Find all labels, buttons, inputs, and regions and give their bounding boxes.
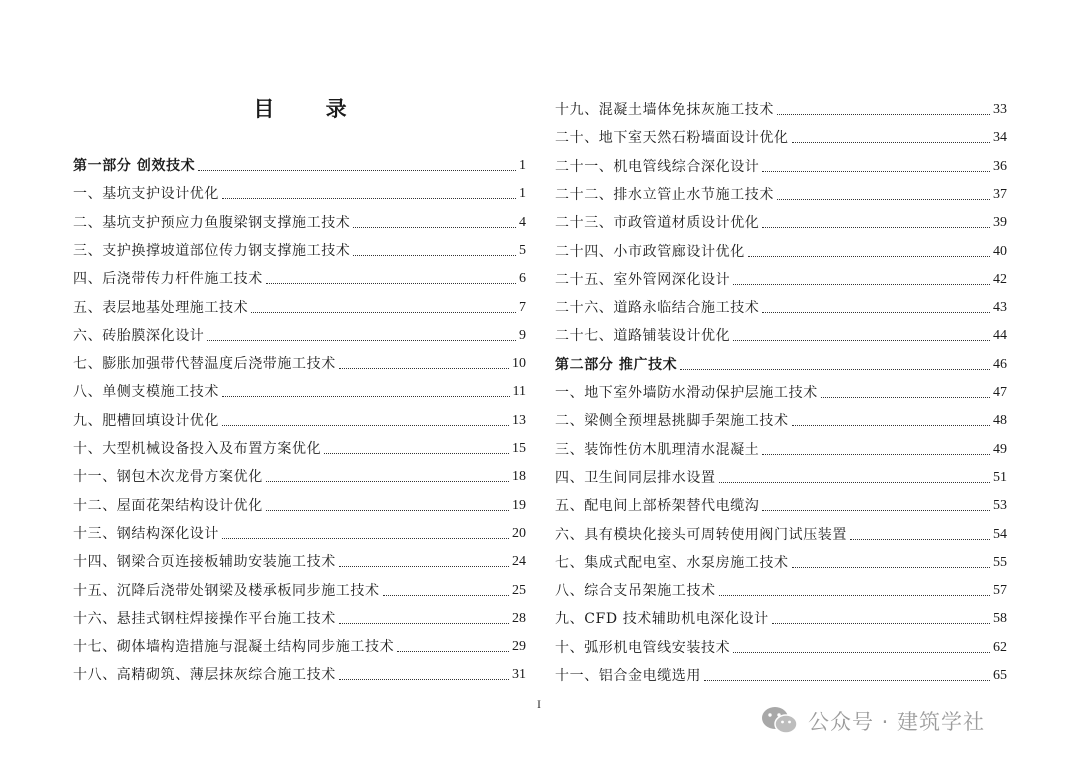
toc-entry-label: 十、弧形机电管线安装技术 bbox=[555, 639, 731, 656]
toc-entry[interactable] bbox=[555, 578, 1007, 600]
toc-entry-label: 十八、高精砌筑、薄层抹灰综合施工技术 bbox=[73, 667, 336, 684]
toc-entry-label: 第二部分 推广技术 bbox=[555, 356, 678, 373]
toc-entry[interactable] bbox=[73, 238, 526, 260]
toc-section-heading[interactable] bbox=[555, 352, 1007, 374]
toc-entry-label: 十三、钢结构深化设计 bbox=[73, 525, 219, 542]
toc-entry-page: 25 bbox=[512, 582, 526, 598]
toc-entry-label: 二十一、机电管线综合深化设计 bbox=[555, 158, 760, 175]
toc-entry-page: 57 bbox=[993, 583, 1007, 599]
toc-entry-label: 三、支护换撑坡道部位传力钢支撑施工技术 bbox=[73, 242, 351, 259]
toc-entry-label: 三、装饰性仿木肌理清水混凝土 bbox=[555, 441, 760, 458]
toc-entry[interactable] bbox=[555, 606, 1007, 628]
toc-entry-label: 十一、铝合金电缆选用 bbox=[555, 668, 701, 684]
toc-entry[interactable] bbox=[555, 239, 1007, 261]
toc-entry-label: 五、表层地基处理施工技术 bbox=[73, 299, 249, 316]
dot-leader bbox=[719, 595, 990, 596]
toc-entry-page: 33 bbox=[993, 102, 1007, 117]
toc-entry-page: 6 bbox=[519, 271, 526, 287]
wechat-icon bbox=[760, 705, 800, 737]
toc-entry-page: 62 bbox=[993, 639, 1007, 655]
toc-entry-page: 1 bbox=[519, 158, 526, 173]
toc-entry-page: 42 bbox=[993, 271, 1007, 287]
toc-entry[interactable] bbox=[73, 295, 526, 317]
toc-entry[interactable] bbox=[73, 606, 526, 628]
dot-leader bbox=[397, 651, 509, 652]
toc-entry[interactable] bbox=[555, 522, 1007, 544]
toc-entry-page: 9 bbox=[519, 327, 526, 343]
toc-entry[interactable] bbox=[73, 210, 526, 232]
toc-entry[interactable] bbox=[73, 549, 526, 571]
toc-entry-page: 7 bbox=[519, 299, 526, 315]
dot-leader bbox=[733, 340, 990, 341]
toc-entry[interactable] bbox=[555, 380, 1007, 402]
toc-entry-page: 24 bbox=[512, 554, 526, 570]
dot-leader bbox=[777, 114, 990, 115]
toc-entry-page: 29 bbox=[512, 639, 526, 655]
dot-leader bbox=[339, 368, 509, 369]
dot-leader bbox=[792, 567, 990, 568]
toc-entry-page: 15 bbox=[512, 441, 526, 456]
toc-entry[interactable] bbox=[73, 634, 526, 656]
toc-entry-page: 34 bbox=[993, 130, 1007, 146]
toc-entry[interactable] bbox=[555, 182, 1007, 204]
toc-entry-page: 13 bbox=[512, 412, 526, 428]
dot-leader bbox=[748, 256, 990, 257]
toc-entry[interactable] bbox=[73, 493, 526, 515]
toc-entry-page: 43 bbox=[993, 300, 1007, 316]
dot-leader bbox=[266, 510, 509, 511]
toc-entry-label: 七、膨胀加强带代替温度后浇带施工技术 bbox=[73, 356, 336, 373]
toc-entry[interactable] bbox=[73, 379, 526, 401]
toc-entry-label: 十二、屋面花架结构设计优化 bbox=[73, 497, 263, 514]
toc-entry-page: 5 bbox=[519, 242, 526, 258]
toc-entry-label: 一、基坑支护设计优化 bbox=[73, 186, 219, 203]
dot-leader bbox=[339, 679, 509, 680]
dot-leader bbox=[339, 566, 509, 567]
toc-entry-label: 四、卫生间同层排水设置 bbox=[555, 469, 716, 486]
dot-leader bbox=[792, 425, 990, 426]
dot-leader bbox=[222, 425, 509, 426]
dot-leader bbox=[762, 454, 990, 455]
toc-entry[interactable] bbox=[555, 550, 1007, 572]
toc-entry-page: 36 bbox=[993, 158, 1007, 174]
dot-leader bbox=[704, 680, 990, 681]
toc-entry-page: 51 bbox=[993, 469, 1007, 485]
dot-leader bbox=[207, 340, 516, 341]
toc-entry-label: 一、地下室外墙防水滑动保护层施工技术 bbox=[555, 385, 818, 401]
toc-entry-label: 九、CFD 技术辅助机电深化设计 bbox=[555, 611, 769, 628]
toc-entry[interactable] bbox=[73, 351, 526, 373]
dot-leader bbox=[850, 539, 990, 540]
toc-entry-page: 46 bbox=[993, 356, 1007, 372]
toc-entry-label: 十七、砌体墙构造措施与混凝土结构同步施工技术 bbox=[73, 639, 395, 656]
toc-entry-page: 54 bbox=[993, 526, 1007, 542]
toc-entry-label: 八、单侧支模施工技术 bbox=[73, 384, 219, 401]
dot-leader bbox=[324, 453, 509, 454]
toc-entry-label: 十六、悬挂式钢柱焊接操作平台施工技术 bbox=[73, 610, 336, 627]
toc-entry[interactable] bbox=[555, 154, 1007, 176]
toc-entry[interactable] bbox=[73, 436, 526, 458]
dot-leader bbox=[222, 198, 516, 199]
toc-entry-page: 39 bbox=[993, 215, 1007, 231]
toc-entry-page: 37 bbox=[993, 186, 1007, 202]
toc-entry[interactable] bbox=[555, 295, 1007, 317]
toc-entry-page: 20 bbox=[512, 525, 526, 541]
dot-leader bbox=[198, 170, 516, 171]
dot-leader bbox=[222, 538, 509, 539]
toc-entry-label: 十九、混凝土墙体免抹灰施工技术 bbox=[555, 102, 774, 118]
toc-entry[interactable] bbox=[73, 266, 526, 288]
toc-entry-page: 11 bbox=[512, 384, 526, 400]
toc-entry[interactable] bbox=[555, 663, 1007, 685]
toc-entry[interactable] bbox=[73, 521, 526, 543]
toc-entry-page: 44 bbox=[993, 328, 1007, 344]
dot-leader bbox=[353, 255, 516, 256]
toc-entry[interactable] bbox=[555, 97, 1007, 119]
dot-leader bbox=[762, 510, 990, 511]
toc-entry[interactable] bbox=[555, 493, 1007, 515]
toc-entry-label: 七、集成式配电室、水泵房施工技术 bbox=[555, 554, 789, 571]
toc-entry-label: 二十、地下室天然石粉墙面设计优化 bbox=[555, 130, 789, 147]
toc-entry-page: 53 bbox=[993, 498, 1007, 514]
toc-entry[interactable] bbox=[555, 408, 1007, 430]
toc-entry-page: 58 bbox=[993, 611, 1007, 627]
toc-entry-label: 二、梁侧全预埋悬挑脚手架施工技术 bbox=[555, 413, 789, 430]
dot-leader bbox=[762, 171, 990, 172]
toc-entry[interactable] bbox=[73, 408, 526, 430]
dot-leader bbox=[353, 227, 516, 228]
toc-entry-page: 65 bbox=[993, 668, 1007, 683]
page-number: I bbox=[537, 697, 541, 711]
toc-entry[interactable] bbox=[73, 662, 526, 684]
dot-leader bbox=[733, 284, 990, 285]
dot-leader bbox=[222, 396, 510, 397]
toc-entry[interactable] bbox=[555, 267, 1007, 289]
toc-entry-label: 十、大型机械设备投入及布置方案优化 bbox=[73, 441, 322, 457]
dot-leader bbox=[680, 369, 990, 370]
dot-leader bbox=[251, 312, 516, 313]
toc-entry-page: 48 bbox=[993, 413, 1007, 429]
toc-entry-label: 十四、钢梁合页连接板辅助安装施工技术 bbox=[73, 554, 336, 571]
toc-entry-page: 55 bbox=[993, 554, 1007, 570]
toc-entry[interactable] bbox=[555, 210, 1007, 232]
dot-leader bbox=[339, 623, 509, 624]
dot-leader bbox=[772, 623, 990, 624]
toc-entry-page: 18 bbox=[512, 469, 526, 485]
page-title: 目 录 bbox=[253, 96, 369, 121]
toc-entry-label: 六、具有模块化接头可周转使用阀门试压装置 bbox=[555, 526, 847, 543]
toc-entry[interactable] bbox=[73, 464, 526, 486]
toc-entry-label: 八、综合支吊架施工技术 bbox=[555, 583, 716, 600]
toc-entry-page: 40 bbox=[993, 243, 1007, 259]
toc-entry-label: 二十四、小市政管廊设计优化 bbox=[555, 243, 745, 260]
toc-entry-label: 二十七、道路铺装设计优化 bbox=[555, 328, 731, 345]
dot-leader bbox=[719, 482, 990, 483]
dot-leader bbox=[266, 481, 509, 482]
toc-entry[interactable] bbox=[73, 578, 526, 600]
toc-entry-label: 第一部分 创效技术 bbox=[73, 158, 196, 174]
toc-entry-label: 十一、钢包木次龙骨方案优化 bbox=[73, 469, 263, 486]
toc-entry-label: 二十六、道路永临结合施工技术 bbox=[555, 300, 760, 317]
watermark bbox=[760, 703, 985, 739]
toc-entry-label: 六、砖胎膜深化设计 bbox=[73, 327, 205, 344]
toc-entry-page: 47 bbox=[993, 385, 1007, 400]
toc-entry-page: 19 bbox=[512, 497, 526, 513]
toc-entry-label: 二十五、室外管网深化设计 bbox=[555, 271, 731, 288]
toc-entry[interactable] bbox=[555, 125, 1007, 147]
toc-entry-label: 九、肥槽回填设计优化 bbox=[73, 412, 219, 429]
dot-leader bbox=[762, 312, 990, 313]
toc-entry-label: 二、基坑支护预应力鱼腹梁钢支撑施工技术 bbox=[73, 214, 351, 231]
dot-leader bbox=[762, 227, 990, 228]
toc-entry-label: 四、后浇带传力杆件施工技术 bbox=[73, 271, 263, 288]
toc-entry-label: 十五、沉降后浇带处钢梁及楼承板同步施工技术 bbox=[73, 582, 380, 599]
dot-leader bbox=[792, 142, 990, 143]
toc-entry-label: 二十二、排水立管止水节施工技术 bbox=[555, 186, 774, 203]
toc-entry[interactable] bbox=[73, 323, 526, 345]
toc-entry-page: 4 bbox=[519, 214, 526, 230]
dot-leader bbox=[733, 652, 990, 653]
dot-leader bbox=[777, 199, 990, 200]
toc-entry-page: 10 bbox=[512, 356, 526, 372]
toc-entry[interactable] bbox=[73, 181, 526, 203]
dot-leader bbox=[821, 397, 990, 398]
toc-entry[interactable] bbox=[555, 635, 1007, 657]
watermark-text: 公众号 · 建筑学社 bbox=[808, 710, 986, 734]
toc-entry-label: 五、配电间上部桥架替代电缆沟 bbox=[555, 498, 760, 515]
toc-entry-page: 28 bbox=[512, 610, 526, 626]
toc-entry[interactable] bbox=[555, 323, 1007, 345]
toc-entry[interactable] bbox=[555, 465, 1007, 487]
toc-entry-page: 31 bbox=[512, 667, 526, 683]
dot-leader bbox=[266, 283, 516, 284]
toc-entry-page: 1 bbox=[519, 186, 526, 202]
toc-entry-label: 二十三、市政管道材质设计优化 bbox=[555, 215, 760, 232]
toc-entry[interactable] bbox=[555, 437, 1007, 459]
toc-section-heading[interactable] bbox=[73, 153, 526, 175]
toc-entry-page: 49 bbox=[993, 441, 1007, 457]
dot-leader bbox=[383, 595, 509, 596]
